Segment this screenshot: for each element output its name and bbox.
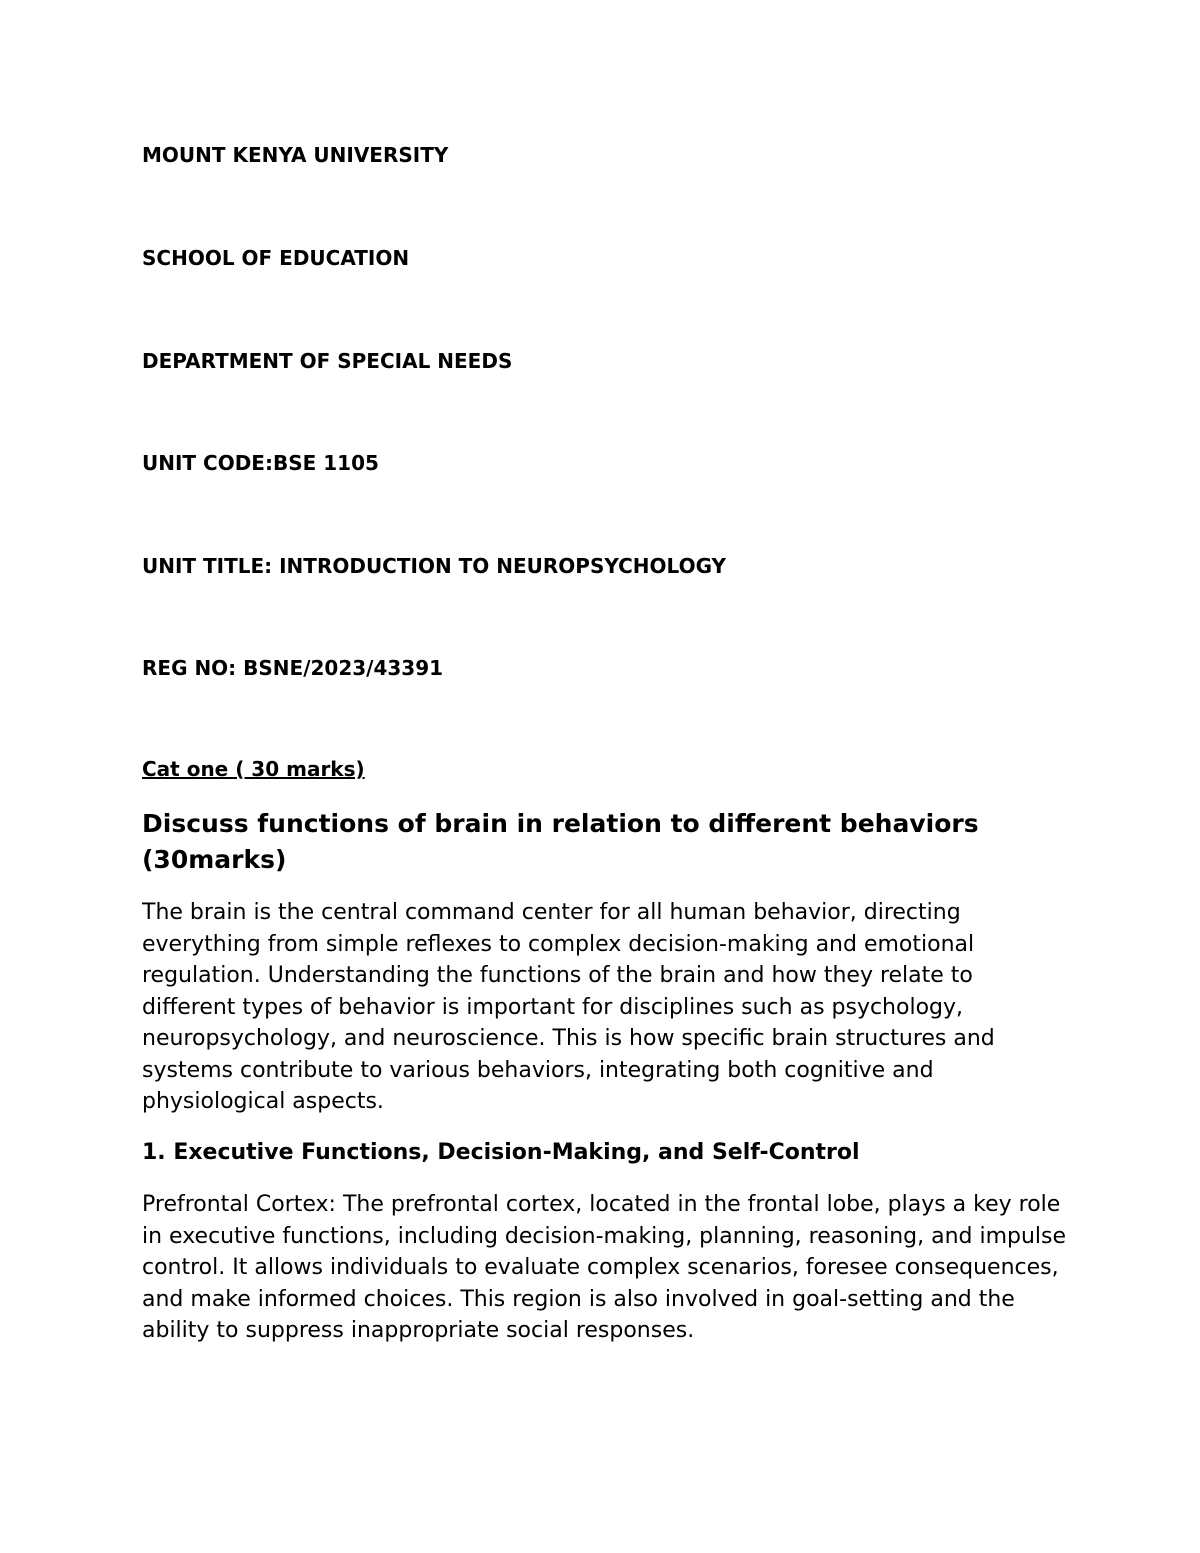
cat-label: Cat one ( 30 marks) — [142, 757, 365, 781]
reg-number: REG NO: BSNE/2023/43391 — [142, 656, 444, 680]
intro-paragraph: The brain is the central command center for all human behavior, directing everything from simple reflexes to complex decision-making and emotional regulation. Understanding the functions of the brain and how they relate to different types of behavior is important for disciplines such as psychology, neuropsychology, and neuroscience. This is how specific brain structures and systems contribute to various behaviors, integrating both cognitive and physiological aspects. — [142, 900, 995, 1114]
section-heading-executive-functions: 1. Executive Functions, Decision-Making, and Self-Control — [142, 1140, 860, 1165]
university-name: MOUNT KENYA UNIVERSITY — [142, 143, 449, 167]
unit-title: UNIT TITLE: INTRODUCTION TO NEUROPSYCHOLOGY — [142, 554, 727, 578]
unit-code: UNIT CODE:BSE 1105 — [142, 451, 379, 475]
question-heading: Discuss functions of brain in relation to different behaviors (30marks) — [142, 809, 979, 874]
department-name: DEPARTMENT OF SPECIAL NEEDS — [142, 349, 513, 373]
school-name: SCHOOL OF EDUCATION — [142, 246, 410, 270]
prefrontal-cortex-paragraph: Prefrontal Cortex: The prefrontal cortex, located in the frontal lobe, plays a key role in executive functions, including decision-making, planning, reasoning, and impulse control. It allows individuals to evaluate complex scenarios, foresee consequences, and make informed choices. This region is also involved in goal-setting and the ability to suppress inappropriate social responses. — [142, 1192, 1067, 1343]
